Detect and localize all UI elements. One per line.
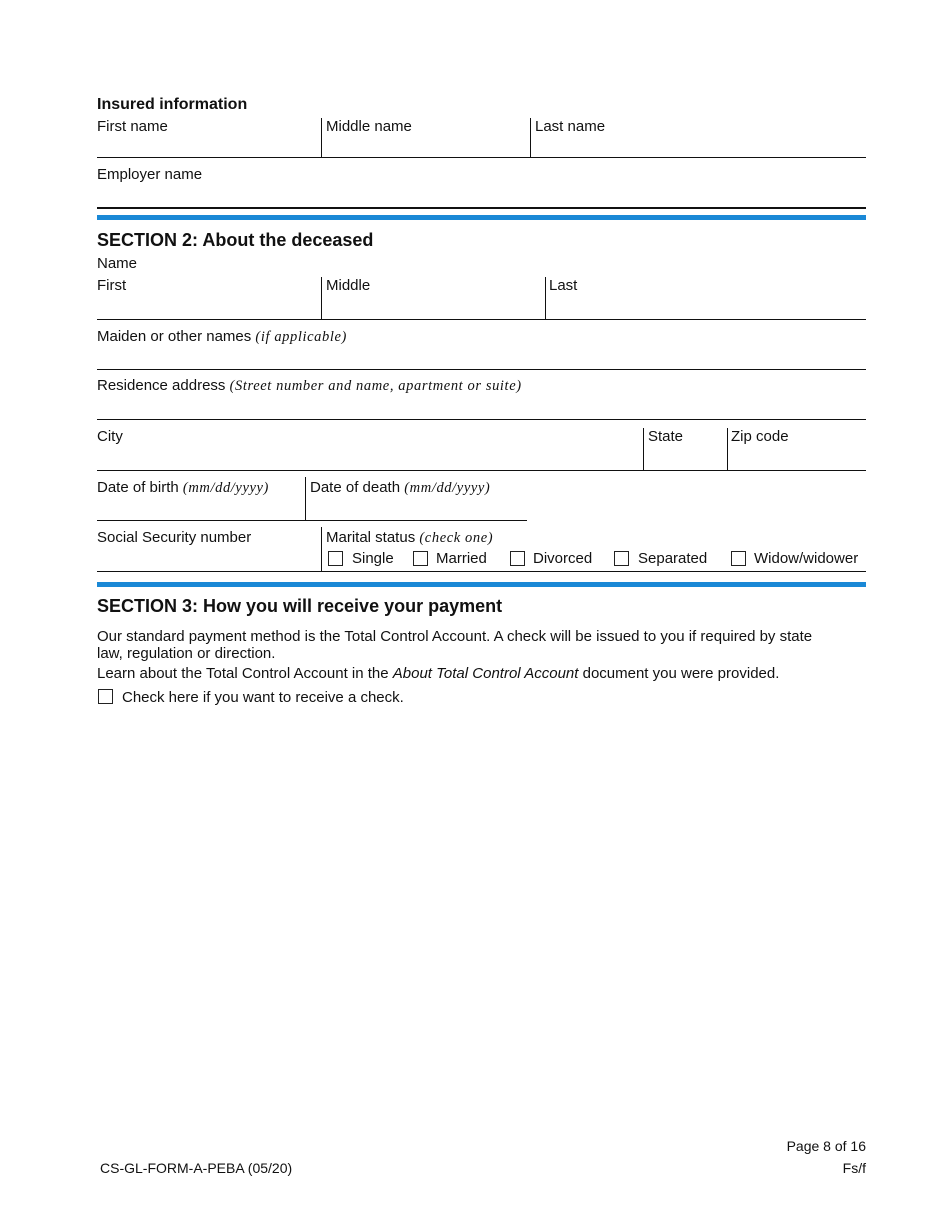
maiden-names-label: Maiden or other names (if applicable)	[97, 328, 347, 345]
marital-status-label: Marital status (check one)	[326, 529, 494, 546]
form-id: CS-GL-FORM-A-PEBA (05/20)	[100, 1160, 293, 1176]
marital-divorced-checkbox[interactable]	[510, 551, 525, 566]
marital-widow-checkbox[interactable]	[731, 551, 746, 566]
payment-paragraph-line1: Our standard payment method is the Total Control Account. A check will be issued to you if required by state	[97, 628, 813, 645]
insured-heading: Insured information	[97, 96, 248, 113]
field-underline	[97, 207, 866, 209]
divider	[530, 118, 531, 158]
divider	[643, 428, 644, 470]
date-of-death-label: Date of death (mm/dd/yyyy)	[310, 479, 491, 496]
deceased-first-field[interactable]	[97, 298, 320, 318]
employer-name-field[interactable]	[97, 186, 866, 206]
marital-separated-checkbox[interactable]	[614, 551, 629, 566]
maiden-names-field[interactable]	[97, 348, 866, 368]
field-underline	[97, 157, 866, 158]
field-underline	[97, 419, 866, 420]
insured-first-name-label: First name	[97, 118, 168, 135]
state-field[interactable]	[648, 449, 726, 469]
field-underline	[97, 369, 866, 370]
marital-status-hint: (check one)	[419, 530, 494, 546]
section-divider-bar	[97, 215, 866, 220]
employer-name-label: Employer name	[97, 166, 203, 183]
residence-address-label: Residence address (Street number and name, apartment or suite)	[97, 377, 522, 394]
deceased-last-label: Last	[549, 277, 578, 294]
field-underline	[97, 319, 866, 320]
divider	[545, 277, 546, 319]
residence-address-hint: (Street number and name, apartment or suite)	[229, 378, 522, 394]
insured-last-name-label: Last name	[535, 118, 606, 135]
section-divider-bar	[97, 582, 866, 587]
field-underline	[97, 520, 305, 521]
receive-check-checkbox[interactable]	[98, 689, 113, 704]
zip-code-field[interactable]	[731, 449, 865, 469]
date-of-death-hint: (mm/dd/yyyy)	[404, 480, 491, 496]
section3-heading: SECTION 3: How you will receive your payment	[97, 596, 503, 616]
form-code: Fs/f	[842, 1160, 866, 1176]
date-of-birth-label: Date of birth (mm/dd/yyyy)	[97, 479, 269, 496]
marital-separated-label: Separated	[638, 550, 708, 567]
page-number: Page 8 of 16	[786, 1138, 866, 1154]
section2-heading: SECTION 2: About the deceased	[97, 230, 374, 250]
insured-last-name-field[interactable]	[535, 138, 865, 157]
marital-single-checkbox[interactable]	[328, 551, 343, 566]
field-underline	[97, 571, 866, 572]
payment-paragraph-line2: law, regulation or direction.	[97, 645, 276, 662]
state-label: State	[648, 428, 684, 445]
insured-middle-name-label: Middle name	[326, 118, 412, 135]
date-of-birth-field[interactable]	[97, 499, 303, 520]
marital-single-label: Single	[352, 550, 394, 567]
receive-check-label: Check here if you want to receive a check.	[122, 689, 404, 706]
marital-married-label: Married	[436, 550, 487, 567]
ssn-label: Social Security number	[97, 529, 252, 546]
divider	[321, 527, 322, 571]
insured-first-name-field[interactable]	[97, 138, 320, 157]
marital-divorced-label: Divorced	[533, 550, 593, 567]
document-title: About Total Control Account	[392, 665, 579, 682]
marital-married-checkbox[interactable]	[413, 551, 428, 566]
learn-more-paragraph: Learn about the Total Control Account in the About Total Control Account document you were provided.	[97, 665, 780, 682]
date-of-birth-hint: (mm/dd/yyyy)	[182, 480, 269, 496]
date-of-death-field[interactable]	[310, 499, 526, 520]
maiden-names-hint: (if applicable)	[255, 329, 347, 345]
marital-widow-label: Widow/widower	[754, 550, 859, 567]
divider	[305, 477, 306, 521]
divider	[321, 118, 322, 158]
deceased-first-label: First	[97, 277, 127, 294]
deceased-middle-field[interactable]	[326, 298, 543, 318]
deceased-last-field[interactable]	[549, 298, 865, 318]
zip-code-label: Zip code	[731, 428, 789, 445]
deceased-middle-label: Middle	[326, 277, 371, 294]
deceased-name-label: Name	[97, 255, 138, 272]
city-label: City	[97, 428, 123, 445]
city-field[interactable]	[97, 449, 642, 469]
divider	[727, 428, 728, 470]
field-underline	[97, 470, 866, 471]
divider	[321, 277, 322, 319]
residence-address-field[interactable]	[97, 398, 866, 418]
insured-middle-name-field[interactable]	[326, 138, 529, 157]
ssn-field[interactable]	[97, 549, 320, 569]
field-underline	[305, 520, 527, 521]
